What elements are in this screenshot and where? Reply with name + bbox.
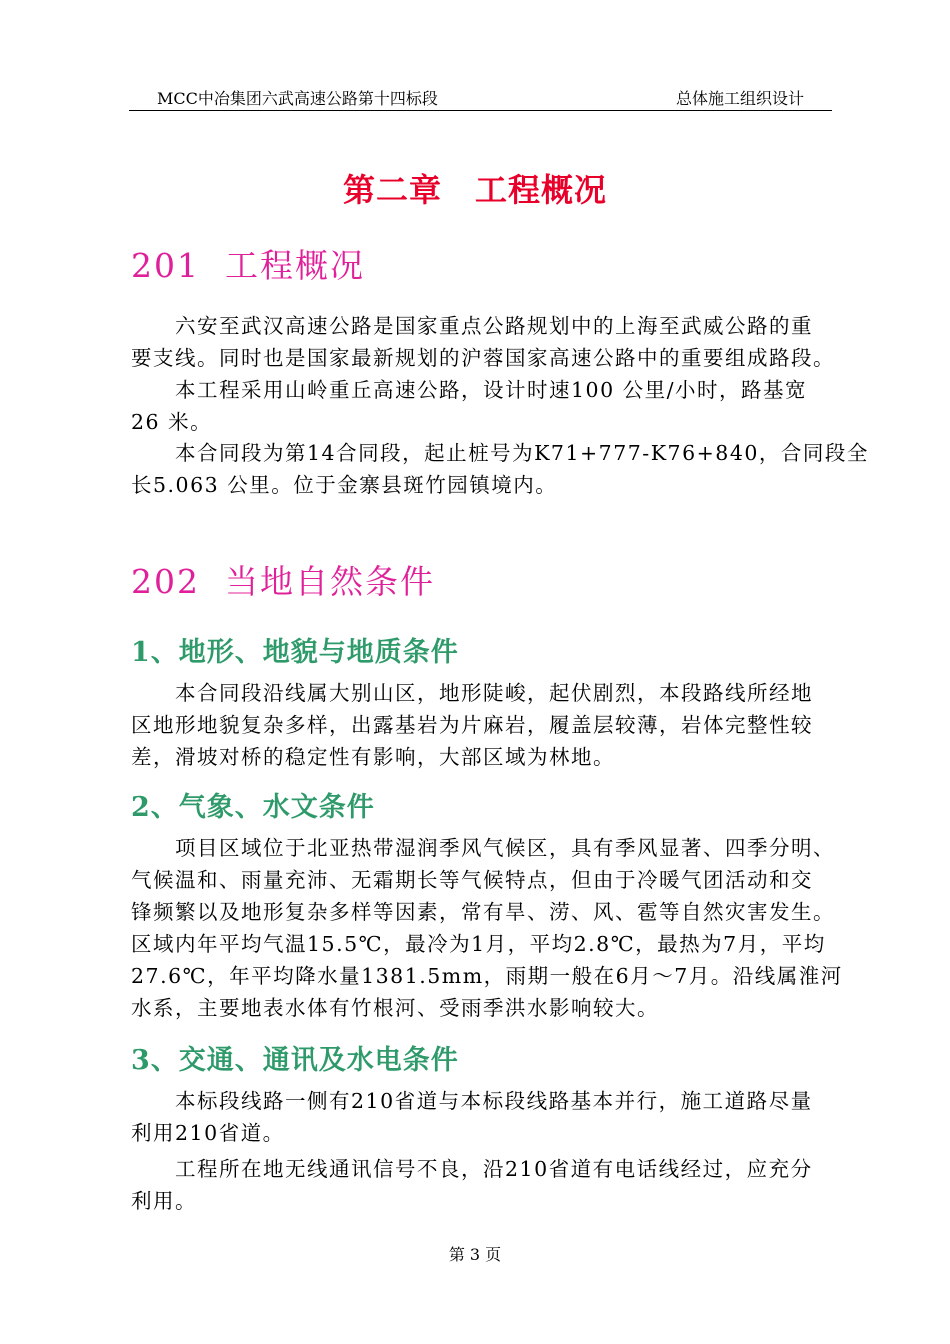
paragraph-line: 要支线。同时也是国家最新规划的沪蓉国家高速公路中的重要组成路段。: [131, 346, 835, 370]
subsection-2-heading: 2、气象、水文条件: [131, 792, 375, 823]
paragraph-line: 利用210省道。: [131, 1121, 285, 1145]
paragraph-line: 利用。: [131, 1189, 197, 1213]
paragraph-line: 差，滑坡对桥的稳定性有影响，大部区域为林地。: [131, 745, 615, 769]
header-document-type: 总体施工组织设计: [675, 89, 804, 108]
paragraph-line: 27.6℃，年平均降水量1381.5mm，雨期一般在6月～7月。沿线属淮河: [131, 964, 843, 988]
paragraph-line: 工程所在地无线通讯信号不良，沿210省道有电话线经过，应充分: [175, 1157, 813, 1181]
subsection-3-paragraph-2: [131, 1153, 836, 1217]
paragraph-line: 本标段线路一侧有210省道与本标段线路基本并行，施工道路尽量: [175, 1089, 813, 1113]
paragraph-line: 水系，主要地表水体有竹根河、受雨季洪水影响较大。: [131, 996, 659, 1020]
subsection-2-paragraph: [131, 832, 843, 1024]
subsection-3-paragraph-1: [131, 1085, 836, 1149]
section-201-paragraph-1: [131, 310, 836, 374]
paragraph-line: 26 米。: [131, 410, 213, 434]
page-number: 第 3 页: [448, 1245, 502, 1264]
paragraph-line: 区地形地貌复杂多样，出露基岩为片麻岩，履盖层较薄，岩体完整性较: [131, 713, 813, 737]
chapter-title: 第二章 工程概况: [342, 171, 607, 209]
section-201-paragraph-2: [131, 374, 836, 438]
paragraph-line: 气候温和、雨量充沛、无霜期长等气候特点，但由于冷暖气团活动和交: [131, 868, 813, 892]
paragraph-line: 锋频繁以及地形复杂多样等因素，常有旱、涝、风、雹等自然灾害发生。: [131, 900, 835, 924]
section-201-heading: 201 工程概况: [131, 246, 365, 285]
paragraph-line: 长5.063 公里。位于金寨县斑竹园镇境内。: [131, 473, 558, 497]
section-201-paragraph-3: [131, 437, 869, 501]
page-header: [129, 84, 832, 111]
header-project-name: MCC中冶集团六武高速公路第十四标段: [157, 89, 438, 108]
paragraph-line: 项目区域位于北亚热带湿润季风气候区，具有季风显著、四季分明、: [175, 836, 835, 860]
paragraph-line: 本合同段沿线属大别山区，地形陡峻，起伏剧烈，本段路线所经地: [175, 681, 813, 705]
paragraph-line: 六安至武汉高速公路是国家重点公路规划中的上海至武威公路的重: [175, 314, 813, 338]
paragraph-line: 本工程采用山岭重丘高速公路，设计时速100 公里/小时，路基宽: [175, 378, 808, 402]
paragraph-line: 本合同段为第14合同段，起止桩号为K71+777-K76+840，合同段全: [175, 441, 869, 465]
subsection-3-heading: 3、交通、通讯及水电条件: [131, 1045, 459, 1076]
paragraph-line: 区域内年平均气温15.5℃，最冷为1月，平均2.8℃，最热为7月，平均: [131, 932, 826, 956]
subsection-1-paragraph: [131, 677, 836, 773]
section-202-heading: 202 当地自然条件: [131, 562, 435, 601]
subsection-1-heading: 1、地形、地貌与地质条件: [131, 637, 459, 668]
